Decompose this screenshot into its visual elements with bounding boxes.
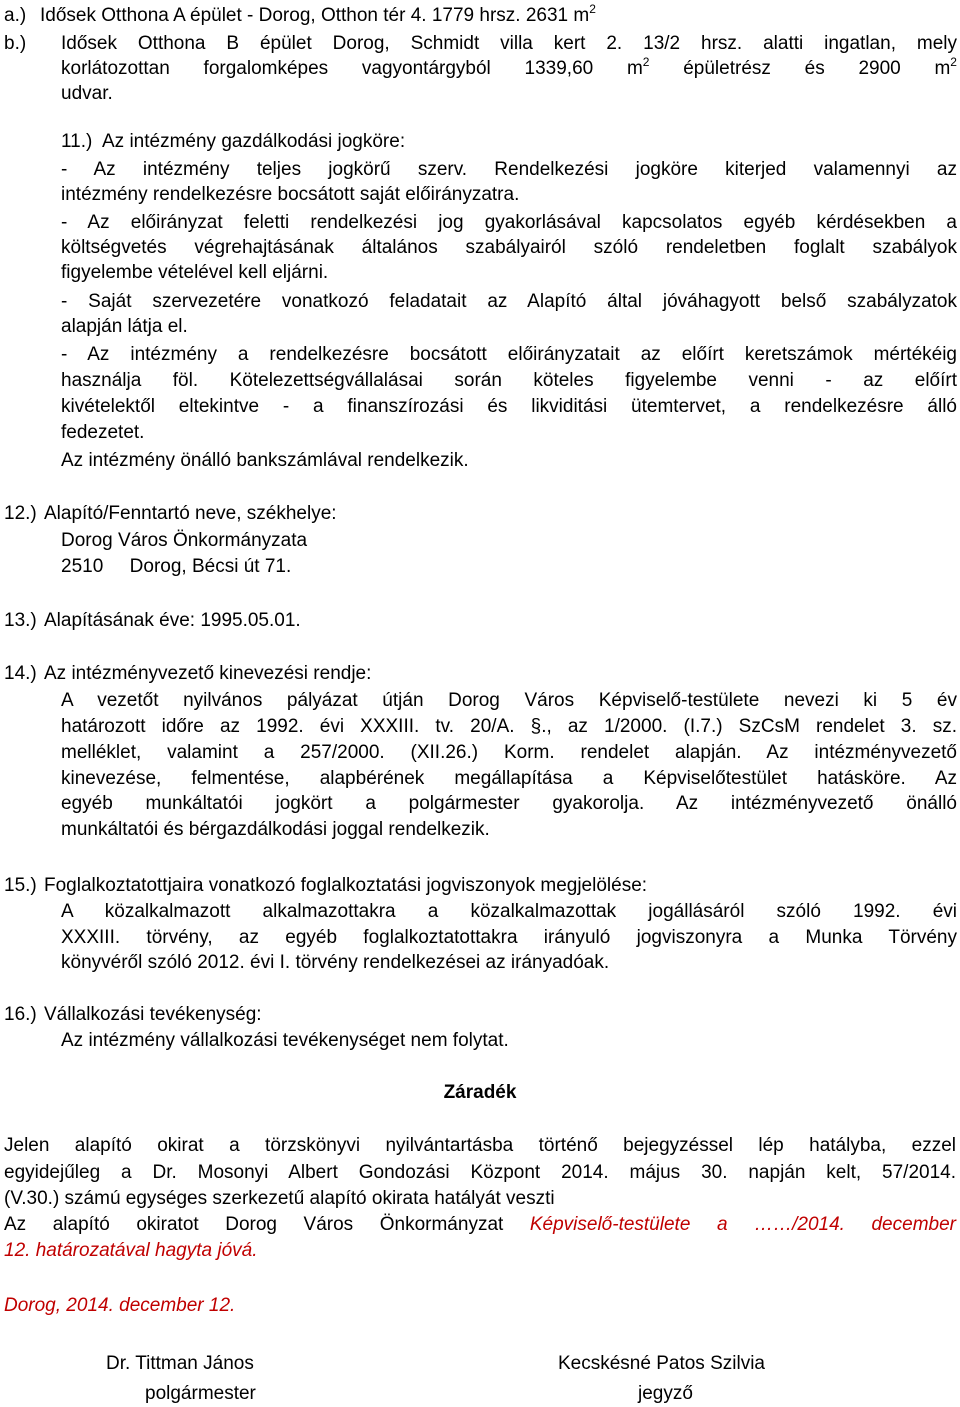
item-b-line2: korlátozottan forgalomképes vagyontárgyból 1339,60 $m^2$ épületrész és 2900 $m^2$	[61, 55, 957, 79]
section-14-title: Az intézményvezető kinevezési rendje:	[44, 663, 372, 684]
item-b-label: b.)	[4, 33, 27, 54]
section-14-line: A vezetőt nyilvános pályázat útján Dorog Város Képviselő-testülete nevezi ki 5 év	[61, 690, 957, 711]
section-15-number: 15.)	[4, 875, 37, 896]
zaradek-line: Jelen alapító okirat a törzskönyvi nyilvántartásba történő bejegyzéssel lép hatályba, ezzel	[4, 1135, 956, 1156]
zaradek-heading: Záradék	[443, 1082, 517, 1103]
section-16-line: Az intézmény vállalkozási tevékenységet nem folytat.	[61, 1030, 509, 1051]
item-b-line1: Idősek Otthona B épület Dorog, Schmidt villa kert 2. 13/2 hrsz. alatti ingatlan, mely	[61, 33, 957, 54]
section-11-line: figyelembe vételével kell eljárni.	[61, 262, 329, 283]
section-11-line: költségvetés végrehajtásának általános szabályairól szóló rendeletben foglalt szabályok	[61, 237, 957, 258]
section-12-title: Alapító/Fenntartó neve, székhelye:	[44, 503, 337, 524]
section-11-line: intézmény rendelkezésre bocsátott saját előirányzatra.	[61, 184, 520, 205]
section-11-line: Az intézmény önálló bankszámlával rendelkezik.	[61, 450, 469, 471]
section-11-line: alapján látja el.	[61, 316, 188, 337]
section-11-title: Az intézmény gazdálkodási jogköre:	[102, 131, 406, 152]
section-14-line: kinevezése, felmentése, alapbérének megállapítása a Képviselőtestület hatásköre. Az	[61, 768, 957, 789]
section-13-title: Alapításának éve: 1995.05.01.	[44, 610, 301, 631]
section-11-line: - Az előirányzat feletti rendelkezési jog gyakorlásával kapcsolatos egyéb kérdésekben a	[61, 212, 957, 233]
section-11-line: kivételektől eltekintve - a finanszírozási és likviditási ütemtervet, a rendelkezésre álló	[61, 396, 957, 417]
section-11-line: fedezetet.	[61, 422, 145, 443]
section-12-line: 2510 Dorog, Bécsi út 71.	[61, 556, 292, 577]
section-12-number: 12.)	[4, 503, 37, 524]
section-12-line: Dorog Város Önkormányzata	[61, 530, 308, 551]
signature-left-name: Dr. Tittman János	[106, 1353, 254, 1374]
section-16-title: Vállalkozási tevékenység:	[44, 1004, 262, 1025]
section-11-line: - Az intézmény teljes jogkörű szerv. Rendelkezési jogköre kiterjed valamennyi az	[61, 159, 957, 180]
signature-left-title: polgármester	[145, 1383, 256, 1404]
section-16-number: 16.)	[4, 1004, 37, 1025]
section-11-line: - Az intézmény a rendelkezésre bocsátott előirányzatait az előírt keretszámok mértékéig	[61, 344, 957, 365]
section-14-line: munkáltatói és bérgazdálkodási joggal rendelkezik.	[61, 819, 490, 840]
section-11-number: 11.)	[61, 131, 93, 152]
place-date: Dorog, 2014. december 12.	[4, 1295, 236, 1316]
section-14-number: 14.)	[4, 663, 37, 684]
zaradek-line: (V.30.) számú egységes szerkezetű alapító okirata hatályát veszti	[4, 1188, 555, 1209]
section-14-line: egyéb munkáltatói jogkört a polgármester gyakorolja. Az intézményvezető önálló	[61, 793, 957, 814]
section-15-line: XXXIII. törvény, az egyéb foglalkoztatottakra irányuló jogviszonyra a Munka Törvény	[61, 927, 957, 948]
item-b-line3: udvar.	[61, 83, 113, 104]
zaradek-line: egyidejűleg a Dr. Mosonyi Albert Gondozási Központ 2014. május 30. napján kelt, 57/2014.	[4, 1162, 956, 1183]
section-11-line: - Saját szervezetére vonatkozó feladatait az Alapító által jóváhagyott belső szabályzatok	[61, 291, 957, 312]
section-15-line: könyvéről szóló 2012. évi I. törvény rendelkezései az irányadóak.	[61, 952, 610, 973]
section-15-line: A közalkalmazott alkalmazottakra a közalkalmazottak jogállásáról szóló 1992. évi	[61, 901, 957, 922]
item-a-text: Idősek Otthona A épület - Dorog, Otthon tér 4. 1779 hrsz. 2631 $m^2$	[40, 2, 596, 26]
signature-right-name: Kecskésné Patos Szilvia	[558, 1353, 765, 1374]
signature-right-title: jegyző	[638, 1383, 693, 1404]
zaradek-line-4: Az alapító okiratot Dorog Város Önkormányzat Képviselő-testülete a ……/2014. december	[4, 1214, 956, 1235]
section-14-line: melléklet, valamint a 257/2000. (XII.26.) Korm. rendelet alapján. Az intézményvezető	[61, 742, 957, 763]
zaradek-line-5: 12. határozatával hagyta jóvá.	[4, 1240, 258, 1261]
section-11-line: használja föl. Kötelezettségvállalásai során köteles figyelembe venni - az előírt	[61, 370, 957, 391]
section-13-number: 13.)	[4, 610, 37, 631]
item-a-label: a.)	[4, 5, 27, 26]
section-15-title: Foglalkoztatottjaira vonatkozó foglalkoztatási jogviszonyok megjelölése:	[44, 875, 648, 896]
section-14-line: határozott időre az 1992. évi XXXIII. tv. 20/A. §., az 1/2000. (I.7.) SzCsM rendelet 3. sz.	[61, 716, 957, 737]
